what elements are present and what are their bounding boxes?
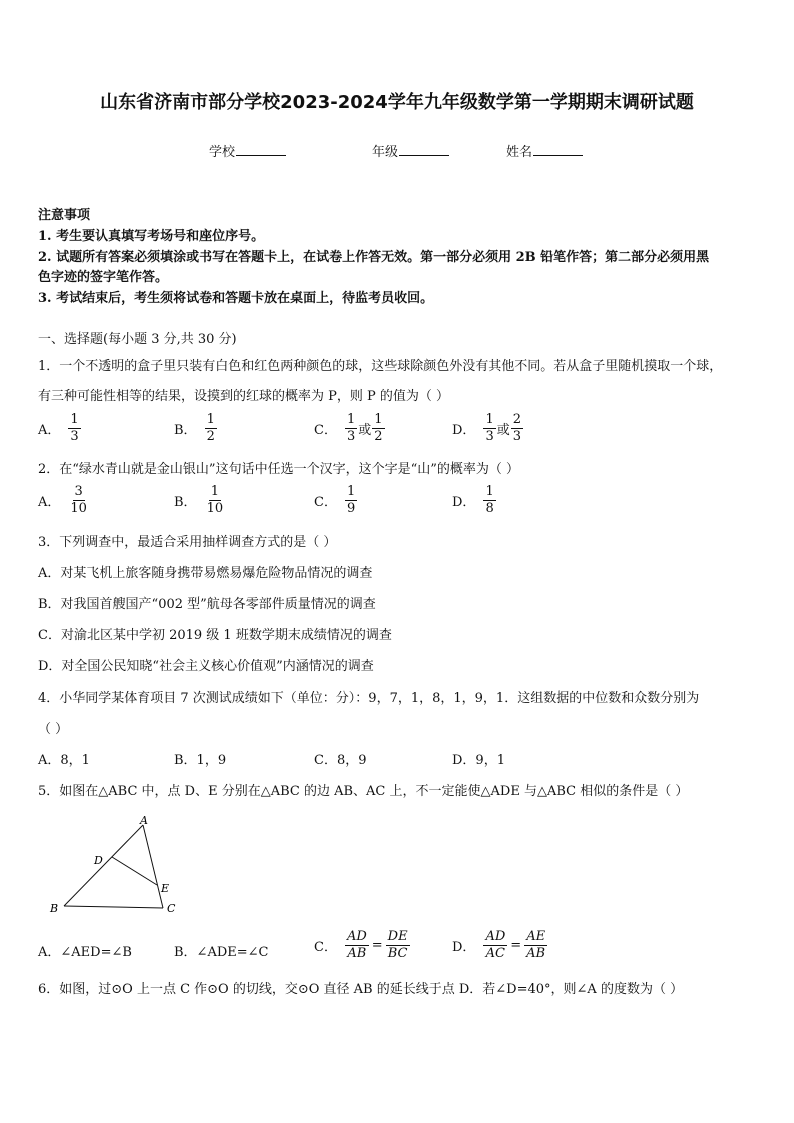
q4-option-d[interactable]: D．9，1 [452,753,505,768]
q5-option-a[interactable]: A．∠AED=∠B [38,945,132,960]
fraction: $\frac{DE}{BC}$ [387,929,408,961]
fraction: $\frac{AD}{AB}$ [346,929,367,961]
q4-option-c[interactable]: C．8，9 [314,753,367,768]
q1-stem-cont: 有三种可能性相等的结果，设摸到的红球的概率为 P，则 P 的值为（ ） [38,389,450,404]
fraction: $\frac{1}{2}$ [374,412,383,444]
q3-option-d[interactable]: D．对全国公民知晓“社会主义核心价值观”内涵情况的调查 [38,659,374,674]
q2-option-b[interactable]: B． $\frac{1}{10}$ [174,484,224,516]
q4-stem: 4．小华同学某体育项目 7 次测试成绩如下（单位：分）：9，7，1，8，1，9，1．这组数据的中位数和众数分别为 [38,691,700,706]
grade-label: 年级 [372,145,399,160]
label-b: B [50,902,59,915]
grade-field [372,141,449,160]
label-e: E [161,882,170,895]
q4-option-b[interactable]: B．1，9 [174,753,227,768]
fraction: $\frac{1}{10}$ [206,484,224,516]
section-heading: 一、选择题(每小题 3 分,共 30 分) [38,332,237,347]
q1-stem: 1．一个不透明的盒子里只装有白色和红色两种颜色的球，这些球除颜色外没有其他不同。若从盒子里随机摸取一个球， [38,359,723,374]
note-1: 1. 考生要认真填写考场号和座位序号。 [38,229,265,244]
q3-option-c[interactable]: C．对渝北区某中学初 2019 级 1 班数学期末成绩情况的调查 [38,628,392,643]
segment-de [112,857,157,885]
q5-option-b[interactable]: B．∠ADE=∠C [174,945,269,960]
q2-option-d[interactable]: D． $\frac{1}{8}$ [452,484,494,516]
fraction: $\frac{1}{2}$ [206,412,215,444]
fraction: $\frac{AD}{AC}$ [485,929,506,961]
q1-option-d[interactable]: D． $\frac{1}{3}$ 或 $\frac{2}{3}$ [452,412,522,444]
label-c: C [167,902,176,915]
note-2-cont: 色字迹的签字笔作答。 [38,270,169,285]
triangle-figure [40,815,190,920]
label-d: D [94,854,103,867]
page-title: 山东省济南市部分学校2023-2024学年九年级数学第一学期期末调研试题 [100,92,694,113]
side-ac [143,825,163,908]
q3-stem: 3．下列调查中，最适合采用抽样调查方式的是（ ） [38,535,337,550]
fraction: $\frac{1}{3}$ [485,412,494,444]
label-a: A [140,815,148,827]
q1-option-a[interactable]: A． $\frac{1}{3}$ [38,412,79,444]
q1-option-c[interactable]: C． $\frac{1}{3}$ 或 $\frac{1}{2}$ [314,412,383,444]
note-3: 3. 考试结束后，考生须将试卷和答题卡放在桌面上，待监考员收回。 [38,291,434,306]
fraction: $\frac{1}{8}$ [485,484,494,516]
name-field [506,141,583,160]
q6-stem: 6．如图，过⊙O 上一点 C 作⊙O 的切线，交⊙O 直径 AB 的延长线于点 D．若∠D=40°，则∠A 的度数为（ ） [38,982,684,997]
q4-stem-cont: （ ） [38,722,69,737]
fraction: $\frac{2}{3}$ [512,412,522,444]
q2-option-a[interactable]: A． $\frac{3}{10}$ [38,484,87,516]
q2-stem: 2．在“绿水青山就是金山银山”这句话中任选一个汉字，这个字是“山”的概率为（ ） [38,462,519,477]
q1-option-b[interactable]: B． $\frac{1}{2}$ [174,412,215,444]
fraction: $\frac{1}{3}$ [70,412,79,444]
q5-option-c[interactable]: C． $\frac{AD}{AB}$ = $\frac{DE}{BC}$ [314,929,408,961]
fraction: $\frac{1}{3}$ [346,412,356,444]
name-blank [533,142,583,156]
name-label: 姓名 [506,145,533,160]
side-bc [64,906,163,908]
q3-option-b[interactable]: B．对我国首艘国产“002 型”航母各零部件质量情况的调查 [38,597,376,612]
side-ab [64,825,143,906]
notes-heading: 注意事项 [38,208,91,223]
fraction: $\frac{3}{10}$ [70,484,87,516]
fraction: $\frac{1}{9}$ [346,484,356,516]
school-label: 学校 [209,145,236,160]
note-2: 2. 试题所有答案必须填涂或书写在答题卡上，在试卷上作答无效。第一部分必须用 2B 铅笔作答；第二部分必须用黑 [38,250,710,265]
fraction: $\frac{AE}{AB}$ [526,929,546,961]
school-blank [236,142,286,156]
q4-option-a[interactable]: A．8，1 [38,753,90,768]
q5-stem: 5．如图在△ABC 中，点 D、E 分别在△ABC 的边 AB、AC 上，不一定能使△ADE 与△ABC 相似的条件是（ ） [38,784,689,799]
q5-option-d[interactable]: D． $\frac{AD}{AC}$ = $\frac{AE}{AB}$ [452,929,546,961]
q2-option-c[interactable]: C． $\frac{1}{9}$ [314,484,356,516]
q3-option-a[interactable]: A．对某飞机上旅客随身携带易燃易爆危险物品情况的调查 [38,566,373,581]
school-field [209,141,286,160]
grade-blank [399,142,449,156]
